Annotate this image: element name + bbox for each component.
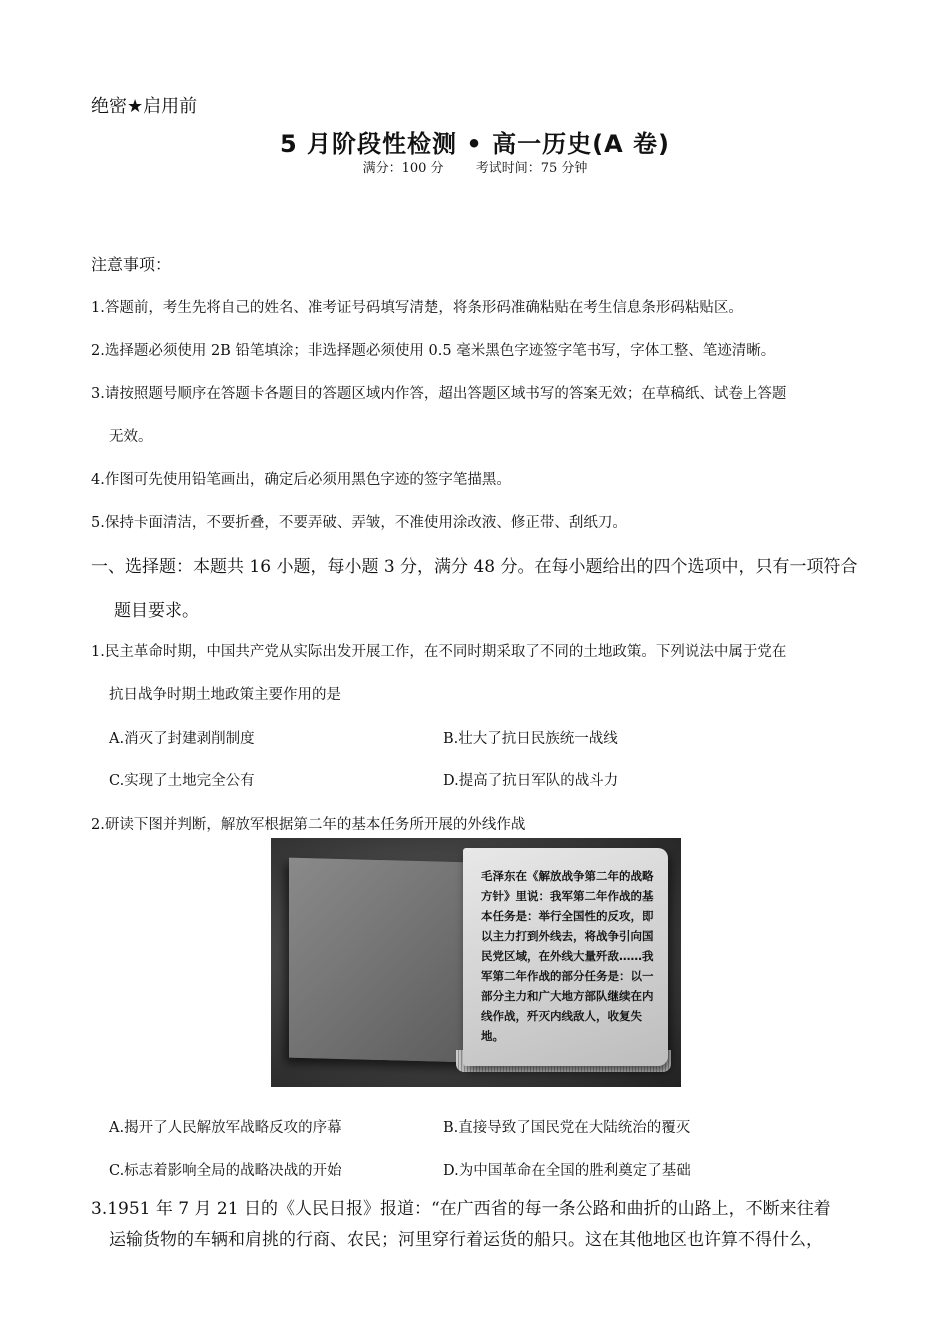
question-1-option-d: D.提高了抗日军队的战斗力 [443, 773, 619, 789]
note-2: 2.选择题必须使用 2B 铅笔填涂；非选择题必须使用 0.5 毫米黑色字迹签字笔书写，字体工整、笔迹清晰。 [91, 343, 776, 359]
exam-time: 考试时间：75 分钟 [475, 161, 588, 176]
book-left-page [289, 858, 469, 1063]
section-heading-cont: 题目要求。 [114, 601, 199, 621]
question-3-stem: 3.1951 年 7 月 21 日的《人民日报》报道：“在广西省的每一条公路和曲折的山路上，不断来往着 [91, 1199, 831, 1219]
exam-title: 5 月阶段性检测 • 高一历史(A 卷) [280, 130, 670, 158]
question-2-stem: 2.研读下图并判断，解放军根据第二年的基本任务所开展的外线作战 [91, 817, 526, 833]
open-book-photo [271, 838, 681, 1087]
confidential-label: 绝密★启用前 [91, 96, 198, 117]
question-2-option-c: C.标志着影响全局的战略决战的开始 [109, 1163, 342, 1179]
exam-meta [0, 157, 950, 176]
question-2-option-d: D.为中国革命在全国的胜利奠定了基础 [443, 1163, 691, 1179]
notes-heading: 注意事项： [91, 255, 172, 274]
question-2-option-b: B.直接导致了国民党在大陆统治的覆灭 [443, 1120, 691, 1136]
question-1-option-b: B.壮大了抗日民族统一战线 [443, 731, 618, 747]
question-1-option-a: A.消灭了封建剥削制度 [109, 731, 255, 747]
book-quote-text: 毛泽东在《解放战争第二年的战略方针》里说：我军第二年作战的基本任务是：举行全国性的反攻，即以主力打到外线去，将战争引向国民党区域，在外线大量歼敌……我军第二年作战的部分任务是：以一部分主力和广大地方部队继续在内线作战，歼灭内线敌人，收复失地。 [481, 869, 654, 1043]
book-right-page [463, 848, 668, 1066]
note-1: 1.答题前，考生先将自己的姓名、准考证号码填写清楚，将条形码准确粘贴在考生信息条形码粘贴区。 [91, 300, 743, 316]
note-5: 5.保持卡面清洁，不要折叠，不要弄破、弄皱，不准使用涂改液、修正带、刮纸刀。 [91, 515, 627, 531]
section-heading: 一、选择题：本题共 16 小题，每小题 3 分，满分 48 分。在每小题给出的四个选项中，只有一项符合 [91, 557, 858, 577]
question-1-stem-cont: 抗日战争时期土地政策主要作用的是 [109, 687, 341, 703]
note-4: 4.作图可先使用铅笔画出，确定后必须用黑色字迹的签字笔描黑。 [91, 472, 511, 488]
question-1-stem: 1.民主革命时期，中国共产党从实际出发开展工作，在不同时期采取了不同的土地政策。下列说法中属于党在 [91, 644, 787, 660]
question-2-option-a: A.揭开了人民解放军战略反攻的序幕 [109, 1120, 342, 1136]
note-3-cont: 无效。 [109, 429, 153, 445]
question-1-option-c: C.实现了土地完全公有 [109, 773, 255, 789]
note-3: 3.请按照题号顺序在答题卡各题目的答题区域内作答，超出答题区域书写的答案无效；在草稿纸、试卷上答题 [91, 386, 787, 402]
question-3-stem-cont: 运输货物的车辆和肩挑的行商、农民；河里穿行着运货的船只。这在其他地区也许算不得什么， [109, 1230, 823, 1250]
full-score: 满分：100 分 [362, 161, 444, 176]
